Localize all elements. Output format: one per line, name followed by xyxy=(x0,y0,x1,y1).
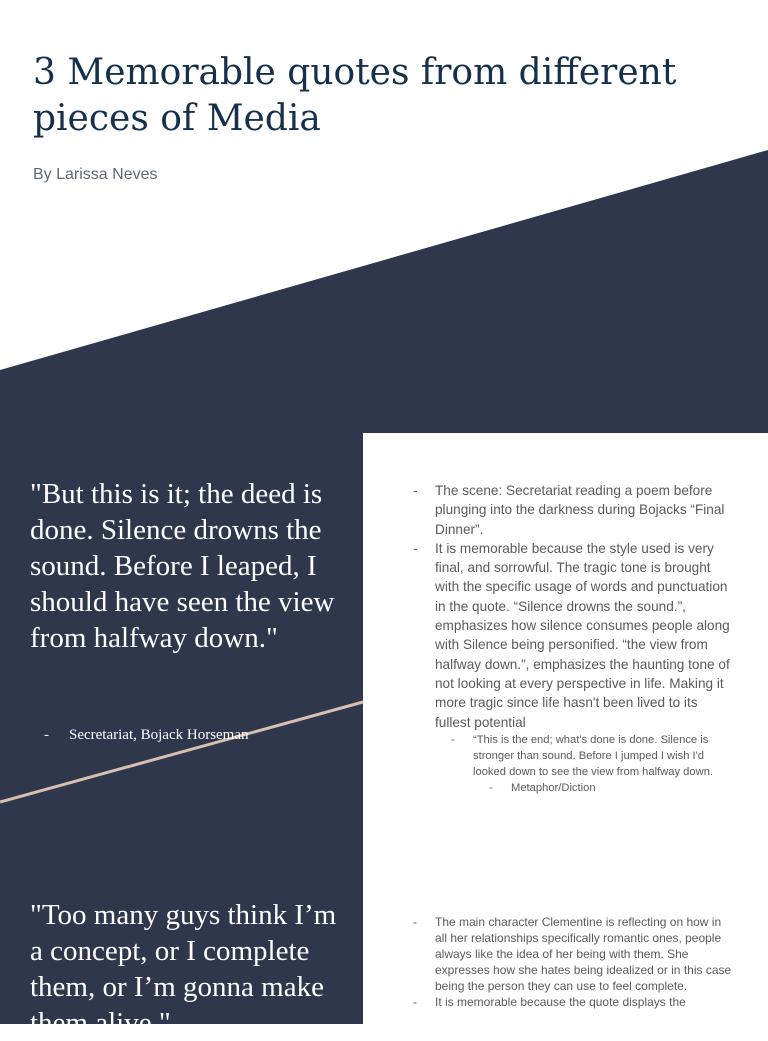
note-clementine-scene xyxy=(435,914,735,994)
sub-note-original-quote xyxy=(473,732,737,796)
attribution-dash: - xyxy=(44,727,49,743)
note-scene xyxy=(435,481,735,539)
quote-clementine: "Too many guys think I’m a concept, or I complete them, or I’m gonna make them alive." xyxy=(30,899,337,1039)
page-title: 3 Memorable quotes from different pieces of Media xyxy=(33,52,677,139)
note-memorable-text: It is memorable because the style used is very final, and sorrowful. The tragic tone is brought with the specific usage of words and punctuation in the quote. “Silence drowns the sound.”, emphasizes how silence consumes people along with Silence being personified. “the view from halfway down.”, emphasizes the haunting tone of not looking at every perspective in life. Making it more tragic since life hasn't been lived to its fullest potential xyxy=(435,540,730,730)
bojack-notes-list xyxy=(435,481,735,796)
note-clementine-memorable-text: It is memorable because the quote displays the xyxy=(435,995,686,1009)
attribution-text: Secretariat, Bojack Horseman xyxy=(69,727,249,743)
note-clementine-memorable xyxy=(435,994,735,1010)
sub-sub-note-text: Metaphor/Diction xyxy=(511,781,596,794)
clementine-notes-list xyxy=(435,914,735,1010)
quote-bojack-attribution xyxy=(44,727,249,744)
author-byline: By Larissa Neves xyxy=(33,166,158,183)
sub-sub-note-device xyxy=(511,780,737,796)
note-scene-text: The scene: Secretariat reading a poem before plunging into the darkness during Bojacks “Final Dinner”. xyxy=(435,483,725,537)
notes-panel xyxy=(363,433,768,1024)
note-clementine-scene-text: The main character Clementine is reflecting on how in all her relationships specifically romantic ones, people always like the idea of her being with them. She expresses how she hates being idealized or in this case being the person they can use to feel complete. xyxy=(435,915,732,993)
bojack-sub-notes xyxy=(473,732,737,796)
bojack-sub-sub-notes xyxy=(511,780,737,796)
note-memorable xyxy=(435,539,735,796)
sub-note-text: “This is the end; what's done is done. Silence is stronger than sound. Before I jumped I wish I'd looked down to see the view from halfway down. xyxy=(473,733,714,778)
quote-bojack: "But this is it; the deed is done. Silence drowns the sound. Before I leaped, I should have seen the view from halfway down." xyxy=(30,478,335,654)
